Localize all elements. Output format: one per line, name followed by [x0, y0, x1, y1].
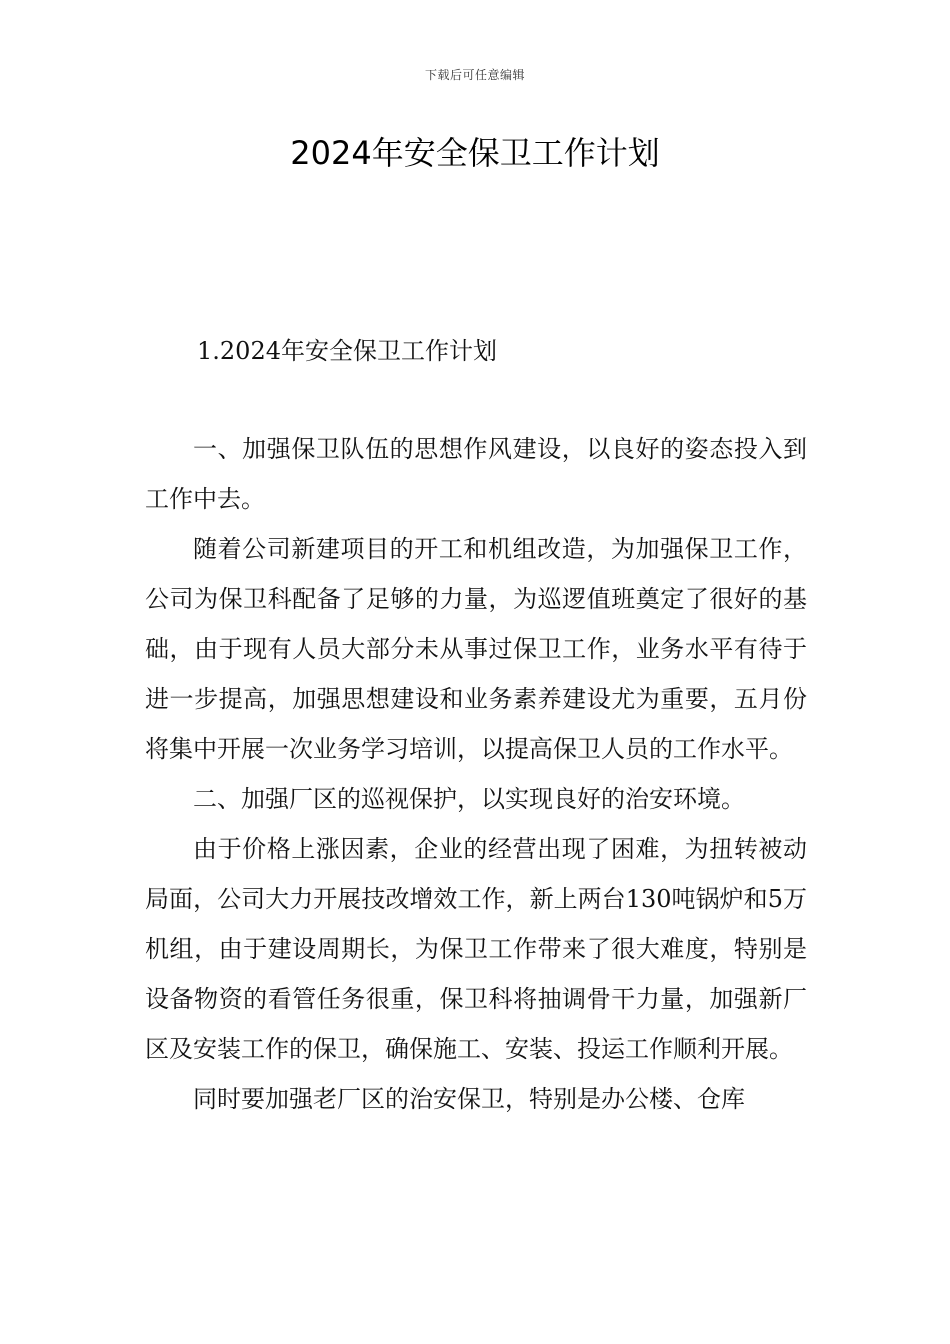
header-note: 下载后可任意编辑	[424, 68, 525, 82]
paragraph: 随着公司新建项目的开工和机组改造，为加强保卫工作，公司为保卫科配备了足够的力量，为巡逻值班奠定了很好的基础，由于现有人员大部分未从事过保卫工作，业务水平有待于进一步提高，加强思想建设和业务素养建设尤为重要，五月份将集中开展一次业务学习培训，以提高保卫人员的工作水平。	[145, 535, 807, 763]
section-heading: 1.2024年安全保卫工作计划	[197, 337, 497, 365]
paragraph: 一、加强保卫队伍的思想作风建设，以良好的姿态投入到工作中去。	[145, 435, 807, 513]
document-body	[145, 424, 807, 1124]
paragraph: 同时要加强老厂区的治安保卫，特别是办公楼、仓库	[193, 1085, 745, 1113]
paragraph: 由于价格上涨因素，企业的经营出现了困难，为扭转被动局面，公司大力开展技改增效工作，新上两台130吨锅炉和5万机组，由于建设周期长，为保卫工作带来了很大难度，特别是设备物资的看管任务很重，保卫科将抽调骨干力量，加强新厂区及安装工作的保卫，确保施工、安装、投运工作顺利开展。	[145, 835, 807, 1063]
document-title: 2024年安全保卫工作计划	[290, 134, 660, 172]
paragraph: 二、加强厂区的巡视保护，以实现良好的治安环境。	[193, 785, 745, 813]
